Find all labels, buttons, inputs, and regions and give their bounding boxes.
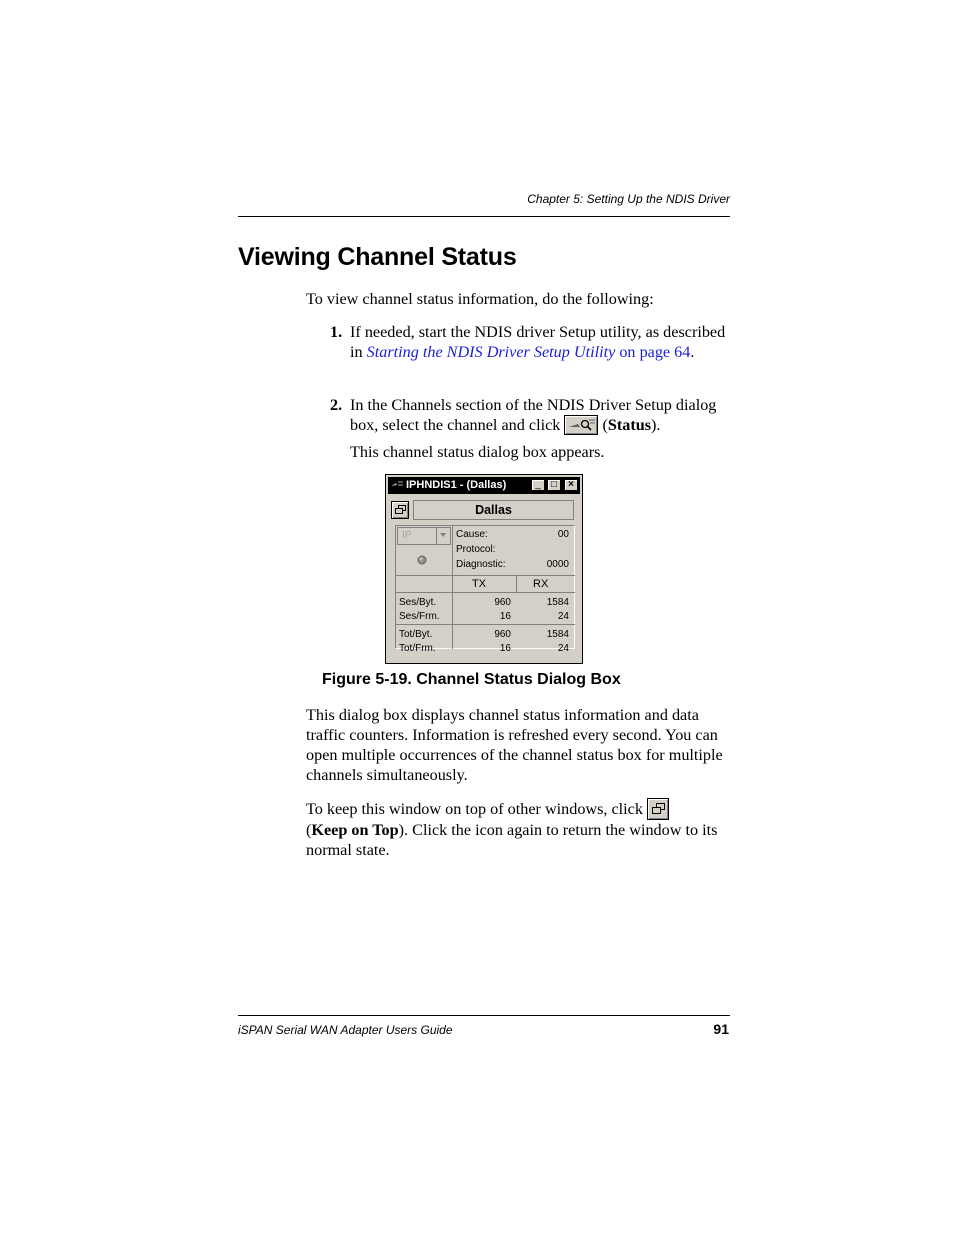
section-title: Viewing Channel Status — [238, 243, 517, 271]
tx-header: TX — [472, 578, 487, 590]
diagnostic-value: 0000 — [546, 559, 569, 570]
rx-header: RX — [533, 578, 549, 590]
description-paragraph: This dialog box displays channel status information and data traffic counters. Information is refreshed every second. You can open multiple occurrences of the channel status box for multiple channels simultaneously. — [306, 706, 723, 784]
cause-label: Cause: — [456, 529, 488, 540]
step-result: This channel status dialog box appears. — [350, 443, 605, 461]
keep-on-top-paragraph: To keep this window on top of other windows, click (Keep on Top). Click the icon again to return the window to its normal state. — [306, 800, 718, 859]
divider — [395, 575, 575, 576]
page-number: 91 — [713, 1021, 729, 1037]
row-label: Tot/Frm. — [399, 643, 436, 654]
step-number: 1. — [330, 323, 343, 341]
xref-link[interactable]: Starting the NDIS Driver Setup Utility on page 64 — [366, 343, 691, 361]
keep-on-top-icon[interactable] — [647, 798, 669, 820]
maximize-icon[interactable]: □ — [547, 479, 561, 491]
row-rx: 1584 — [546, 597, 569, 608]
channel-status-dialog — [385, 474, 583, 664]
divider — [516, 576, 517, 592]
intro-paragraph: To view channel status information, do the following: — [306, 290, 654, 308]
cause-value: 00 — [557, 529, 569, 540]
figure-caption: Figure 5-19. Channel Status Dialog Box — [322, 671, 621, 688]
row-tx: 960 — [494, 597, 511, 608]
running-header: Chapter 5: Setting Up the NDIS Driver — [527, 192, 730, 206]
step-text: In the Channels section of the NDIS Driver Setup dialog box, select the channel and click (Status). — [350, 396, 717, 434]
diagnostic-label: Diagnostic: — [456, 559, 506, 570]
keep-on-top-icon[interactable] — [391, 501, 409, 519]
header-rule — [238, 216, 730, 217]
protocol-label: Protocol: — [456, 544, 496, 555]
divider — [395, 624, 575, 625]
app-icon — [391, 481, 403, 489]
divider — [395, 592, 575, 593]
dialog-titlebar[interactable] — [388, 477, 580, 494]
row-tx: 960 — [494, 629, 511, 640]
channel-name: Dallas — [413, 500, 574, 520]
row-rx: 24 — [557, 611, 569, 622]
row-label: Ses/Frm. — [399, 611, 440, 622]
footer-rule — [238, 1015, 730, 1016]
row-tx: 16 — [499, 611, 511, 622]
chevron-down-icon — [436, 528, 450, 544]
status-light-icon — [417, 555, 427, 565]
row-label: Ses/Byt. — [399, 597, 437, 608]
row-label: Tot/Byt. — [399, 629, 433, 640]
status-icon[interactable] — [564, 415, 598, 435]
footer-guide: iSPAN Serial WAN Adapter Users Guide — [238, 1023, 453, 1037]
row-tx: 16 — [499, 643, 511, 654]
minimize-icon[interactable]: _ — [531, 479, 545, 491]
row-rx: 24 — [557, 643, 569, 654]
step-number: 2. — [330, 396, 343, 414]
row-rx: 1584 — [546, 629, 569, 640]
dialog-title: IPHNDIS1 - (Dallas) — [406, 479, 507, 491]
step-text: If needed, start the NDIS driver Setup utility, as described in Starting the NDIS Driver Setup Utility on page 64. — [350, 323, 726, 361]
close-icon[interactable]: × — [564, 479, 578, 491]
divider — [452, 525, 453, 649]
protocol-combo[interactable]: IP — [397, 527, 451, 545]
